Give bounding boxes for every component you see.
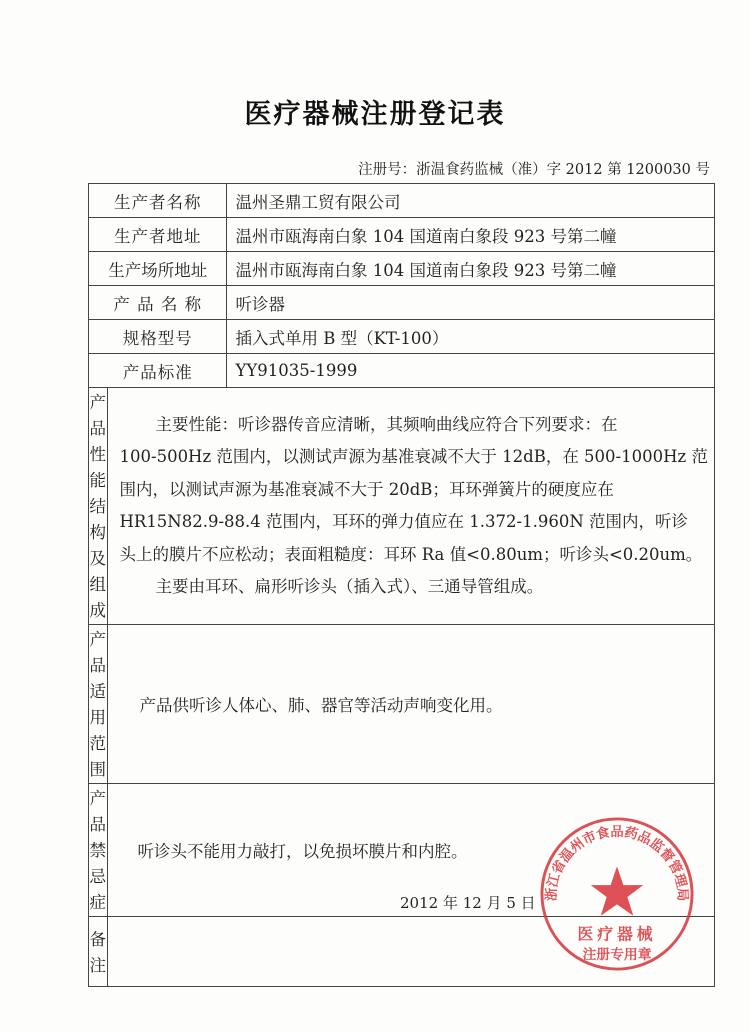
remarks-label: 备 注 [89, 917, 108, 987]
row-label: 规格型号 [89, 320, 227, 354]
performance-label: 产 品 性 能 结 构 及 组 成 [89, 388, 108, 625]
table-row [89, 354, 715, 388]
star-icon [591, 866, 643, 915]
seal-inner-text-1: 医疗器械 [577, 924, 657, 944]
row-value: 插入式单用 B 型（KT-100） [227, 320, 714, 354]
registration-number: 注册号：浙温食药监械（准）字 2012 第 1200030 号 [358, 162, 710, 178]
row-label: 生产场所地址 [89, 252, 227, 286]
row-value: 温州市瓯海南白象 104 国道南白象段 923 号第二幢 [227, 218, 714, 252]
seal-outer-text: 浙江省温州市食品药品监督管理局 [543, 824, 691, 902]
row-value: YY91035-1999 [227, 354, 714, 388]
contraindication-label: 产 品 禁 忌 症 [89, 784, 108, 917]
row-value: 听诊器 [227, 286, 714, 320]
document-title: 医疗器械注册登记表 [244, 99, 506, 130]
issue-date: 2012 年 12 月 5 日 [400, 894, 536, 912]
row-label: 产品标准 [89, 354, 227, 388]
row-label: 产 品 名 称 [89, 286, 227, 320]
table-row [89, 320, 715, 354]
scope-label: 产 品 适 用 范 围 [89, 625, 108, 784]
seal-inner-text-2: 注册专用章 [582, 947, 652, 964]
table-row [89, 184, 715, 218]
contraindication-value: 听诊头不能用力敲打，以免损坏膜片和内腔。 [107, 784, 714, 917]
table-row [89, 286, 715, 320]
performance-row [89, 388, 715, 625]
official-seal [538, 815, 696, 973]
performance-text: 主要性能：听诊器传音应清晰，其频响曲线应符合下列要求：在 100-500Hz 范围内，以测试声源为基准衰减不大于 12dB，在 500-1000Hz 范 围内，以测试声源为基准衰减不大于 20dB；耳环弹簧片的硬度应在 HR15N82.9-88.4 范围内，耳环的弹力值应在 1.372-1.960N 范围内，听诊 头上的膜片不应松动；表面粗糙度：耳环 Ra 值<0.80um；听诊头<0.20um。 主要由耳环、扁形听诊头（插入式）、三通导管组成。 [107, 388, 714, 625]
table-row [89, 252, 715, 286]
scope-row [89, 625, 715, 784]
scope-value: 产品供听诊人体心、肺、器官等活动声响变化用。 [107, 625, 714, 784]
row-label: 生产者地址 [89, 218, 227, 252]
row-label: 生产者名称 [89, 184, 227, 218]
row-value: 温州圣鼎工贸有限公司 [227, 184, 714, 218]
row-value: 温州市瓯海南白象 104 国道南白象段 923 号第二幢 [227, 252, 714, 286]
table-row [89, 218, 715, 252]
